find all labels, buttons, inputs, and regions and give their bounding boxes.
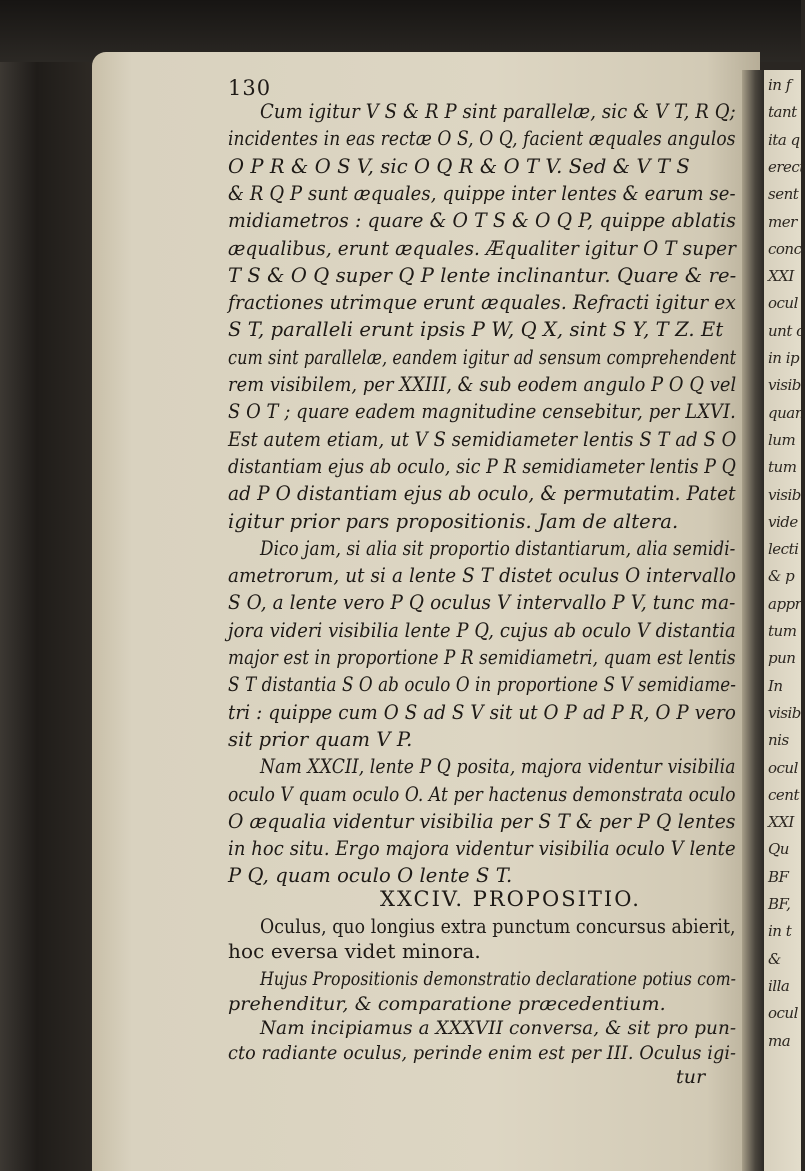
- adjacent-page-fragment: mer: [768, 212, 797, 231]
- text-line: rem visibilem, per XXIII, & sub eodem angulo P O Q vel: [228, 373, 737, 396]
- adjacent-page-fragment: tum: [768, 622, 797, 640]
- adjacent-page-fragment: cent: [768, 785, 799, 804]
- text-line: Hujus Propositionis demonstratio declaratione potius com-: [260, 968, 737, 990]
- adjacent-page-edge: [764, 70, 805, 1171]
- text-line: S O T ; quare eadem magnitudine censebitur, per LXVI.: [228, 400, 736, 424]
- adjacent-page-fragment: tant: [768, 103, 797, 122]
- adjacent-page-fragment: unt c: [768, 321, 805, 340]
- adjacent-page-fragment: in ip: [768, 349, 800, 367]
- text-line: tri : quippe cum O S ad S V sit ut O P ad P R, O P vero: [228, 700, 736, 724]
- adjacent-page-fragment: nis: [768, 731, 789, 750]
- text-line: æqualibus, erunt æquales. Æqualiter igitur O T super: [228, 236, 737, 260]
- text-line: sit prior quam V P.: [228, 727, 413, 751]
- book-binding-shadow: [0, 0, 92, 1171]
- adjacent-page-fragment: ocul: [768, 758, 798, 777]
- adjacent-page-fragment: &: [768, 949, 781, 968]
- text-line: hoc eversa videt minora.: [228, 939, 481, 963]
- text-line: Nam XXCII, lente P Q posita, majora videntur visibilia: [260, 755, 736, 779]
- adjacent-page-fragment: in f: [768, 76, 791, 94]
- text-line: O P R & O S V, sic O Q R & O T V. Sed & V T S: [228, 154, 690, 178]
- text-line: prehenditur, & comparatione præcedentium.: [228, 992, 666, 1015]
- adjacent-page-fragment: visib: [768, 485, 801, 504]
- adjacent-page-fragment: BF,: [768, 895, 791, 913]
- adjacent-page-fragment: In: [768, 676, 783, 695]
- text-line: incidentes in eas rectæ O S, O Q, facient æquales angulos: [228, 127, 736, 151]
- text-line: in hoc situ. Ergo majora videntur visibilia oculo V lente: [228, 837, 736, 861]
- adjacent-page-fragment: & p: [768, 567, 795, 586]
- adjacent-page-fragment: lum: [768, 430, 796, 449]
- adjacent-page-fragment: quan: [768, 403, 804, 422]
- adjacent-page-fragment: visibi: [768, 376, 805, 395]
- text-line: P Q, quam oculo O lente S T.: [228, 864, 513, 888]
- text-line: midiametros : quare & O T S & O Q P, quippe ablatis: [228, 209, 736, 233]
- text-line: S T distantia S O ab oculo O in proportione S V semidiame-: [228, 673, 737, 697]
- text-line: O æqualia videntur visibilia per S T & per P Q lentes: [228, 809, 736, 833]
- page-gutter: [742, 70, 764, 1171]
- adjacent-page-fragment: sent: [768, 185, 799, 204]
- text-line: ametrorum, ut si a lente S T distet oculus O intervallo: [228, 564, 736, 588]
- text-line: Cum igitur V S & R P sint parallelæ, sic & V T, R Q;: [260, 100, 736, 123]
- text-line: major est in proportione P R semidiametri, quam est lentis: [228, 646, 736, 669]
- adjacent-page-fragment: XXI: [768, 813, 794, 832]
- adjacent-page-fragment: ocul: [768, 1004, 798, 1023]
- adjacent-page-fragment: conc: [768, 239, 802, 258]
- adjacent-page-fragment: ma: [768, 1031, 791, 1050]
- text-line: igitur prior pars propositionis. Jam de altera.: [228, 509, 679, 533]
- adjacent-page-fragment: lecti: [768, 540, 799, 559]
- adjacent-page-fragment: appr: [768, 594, 802, 613]
- adjacent-page-fragment: ocul: [768, 294, 798, 313]
- text-line: Est autem etiam, ut V S semidiameter lentis S T ad S O: [228, 427, 737, 451]
- text-line: S T, paralleli erunt ipsis P W, Q X, sint S Y, T Z. Et: [228, 318, 724, 342]
- text-line: tur: [676, 1066, 706, 1088]
- adjacent-page-fragment: ita q: [768, 130, 800, 149]
- text-line: fractiones utrimque erunt æquales. Refracti igitur ex: [228, 291, 736, 315]
- text-line: cum sint parallelæ, eandem igitur ad sensum comprehendent: [228, 345, 737, 369]
- adjacent-page-fragment: vide: [768, 512, 798, 531]
- text-line: cto radiante oculus, perinde enim est per III. Oculus igi-: [228, 1041, 737, 1064]
- adjacent-page-fragment: tum: [768, 458, 797, 477]
- text-line: Oculus, quo longius extra punctum concursus abierit,: [260, 914, 736, 938]
- text-line: S O, a lente vero P Q oculus V intervallo P V, tunc ma-: [228, 591, 736, 615]
- adjacent-page-fragment: visib: [768, 703, 801, 722]
- adjacent-page-fragment: BF: [768, 867, 789, 886]
- proposition-heading: XXCIV. PROPOSITIO.: [380, 887, 641, 911]
- adjacent-page-fragment: erect: [768, 157, 805, 176]
- adjacent-page-fragment: Qu: [768, 840, 789, 859]
- text-line: Dico jam, si alia sit proportio distantiarum, alia semidi-: [260, 536, 736, 560]
- text-line: oculo V quam oculo O. At per hactenus demonstrata oculo: [228, 782, 736, 806]
- text-line: & R Q P sunt æquales, quippe inter lentes & earum se-: [228, 181, 736, 205]
- text-line: Nam incipiamus a XXXVII conversa, & sit pro pun-: [260, 1017, 737, 1039]
- adjacent-page-fragment: XXI: [768, 267, 794, 286]
- adjacent-page-fragment: in t: [768, 922, 792, 941]
- text-line: distantiam ejus ab oculo, sic P R semidiameter lentis P Q: [228, 454, 736, 478]
- adjacent-page-fragment: pun: [768, 649, 796, 668]
- adjacent-page-fragment: illa: [768, 976, 790, 995]
- text-line: T S & O Q super Q P lente inclinantur. Quare & re-: [228, 263, 737, 287]
- page-number: 130: [228, 76, 272, 100]
- text-line: jora videri visibilia lente P Q, cujus ab oculo V distantia: [228, 618, 736, 642]
- text-line: ad P O distantiam ejus ab oculo, & permutatim. Patet: [228, 482, 736, 506]
